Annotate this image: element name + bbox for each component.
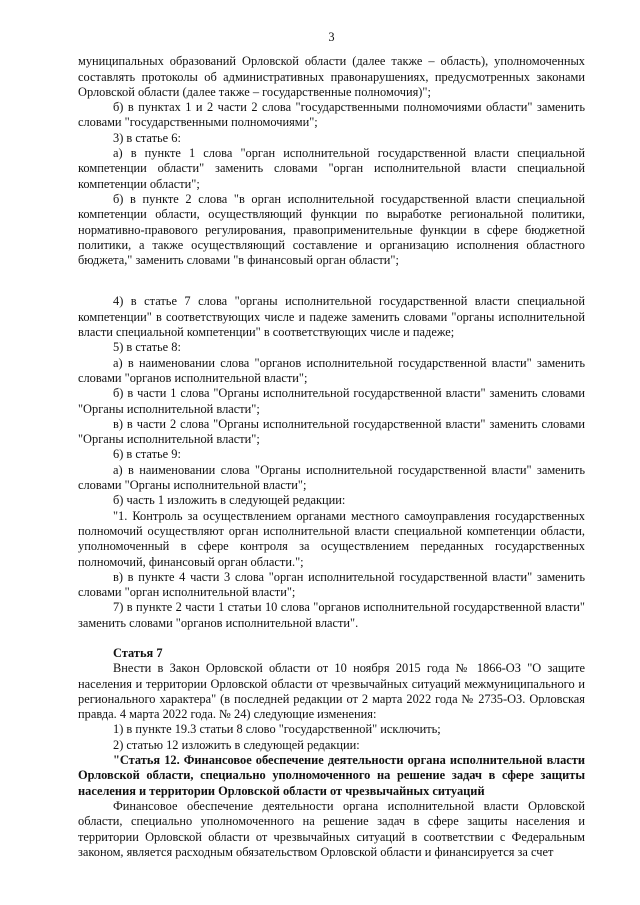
paragraph: 6) в статье 9: (113, 447, 181, 462)
paragraph: а) в наименовании слова "Органы исполнительной государственной власти" заменить словами "Органы исполнительной власти"; (78, 462, 585, 493)
paragraph: б) в части 1 слова "Органы исполнительной государственной власти" заменить словами "Органы исполнительной власти"; (78, 386, 585, 416)
paragraph: в) в пункте 4 части 3 слова "орган исполнительной государственной власти" заменить словами "орган исполнительной власти"; (78, 569, 585, 600)
paragraph: "1. Контроль за осуществлением органами местного самоуправления государственных полномочий осуществляют орган исполнительной власти специальной компетенции области, уполномоченный в сфере контроля за осуществлением переданных государственных полномочий, финансовый орган области."; (78, 508, 585, 569)
heading-paragraph: "Статья 12. Финансовое обеспечение деятельности органа исполнительной власти Орловской области, специально уполномоченного на решение задач в сфере защиты населения и территории Орловской области от чрезвычайных ситуаций (78, 753, 585, 798)
paragraph: 3) в статье 6: (113, 130, 181, 145)
paragraph-spacer (78, 631, 585, 646)
paragraph: муниципальных образований Орловской области (далее также – область), уполномоченных составлять протоколы об административных правонарушениях, предусмотренных законами Орловской области (далее также – государственные полномочия)"; (78, 54, 585, 99)
paragraph: а) в наименовании слова "органов исполнительной государственной власти" заменить словами "органов исполнительной власти"; (78, 355, 585, 385)
heading-paragraph: Статья 7 (113, 645, 163, 660)
paragraph: 1) в пункте 19.3 статьи 8 слово "государственной" исключить; (113, 722, 441, 737)
paragraph: б) в пунктах 1 и 2 части 2 слова "государственными полномочиями области" заменить словами "государственными полномочиями"; (78, 100, 585, 130)
paragraph: б) часть 1 изложить в следующей редакции: (113, 493, 346, 508)
paragraph: 5) в статье 8: (113, 340, 181, 355)
paragraph: б) в пункте 2 слова "в орган исполнительной государственной власти специальной компетенции области, осуществляющий функции по выработке региональной политики, нормативно-правового регулирования, правоприменительные функции в сфере бюджетной политики, а также осуществляющий составление и организацию исполнения областного бюджета," заменить словами "в финансовый орган области"; (78, 191, 585, 268)
document-body (78, 54, 585, 860)
paragraph: в) в части 2 слова "Органы исполнительной государственной власти" заменить словами "Органы исполнительной власти"; (78, 416, 585, 447)
paragraph: а) в пункте 1 слова "орган исполнительной государственной власти специальной компетенции области" заменить словами "орган исполнительной власти специальной компетенции области"; (78, 146, 585, 191)
paragraph: Финансовое обеспечение деятельности органа исполнительной власти Орловской области, специально уполномоченного на решение задач в сфере защиты населения и территории Орловской области от чрезвычайных ситуаций в соответствии с Федеральным законом, является расходным обязательством Орловской области и финансируется за счет (78, 798, 585, 859)
paragraph: 7) в пункте 2 части 1 статьи 10 слова "органов исполнительной государственной власти" заменить словами "органов исполнительной власти". (78, 600, 585, 630)
page-number: 3 (328, 30, 335, 44)
paragraph: Внести в Закон Орловской области от 10 ноября 2015 года № 1866-ОЗ "О защите населения и территории Орловской области от чрезвычайных ситуаций межмуниципального и регионального характера" (в последней редакции от 2 марта 2022 года № 2735-ОЗ. Орловская правда. 4 марта 2022 года. № 24) следующие изменения: (78, 661, 585, 722)
paragraph: 4) в статье 7 слова "органы исполнительной государственной власти специальной компетенции" в соответствующих числе и падеже заменить словами "органы исполнительной власти специальной компетенции" в соответствующих числе и падеже; (78, 294, 585, 340)
paragraph-spacer (78, 268, 585, 294)
paragraph: 2) статью 12 изложить в следующей редакции: (113, 737, 360, 752)
